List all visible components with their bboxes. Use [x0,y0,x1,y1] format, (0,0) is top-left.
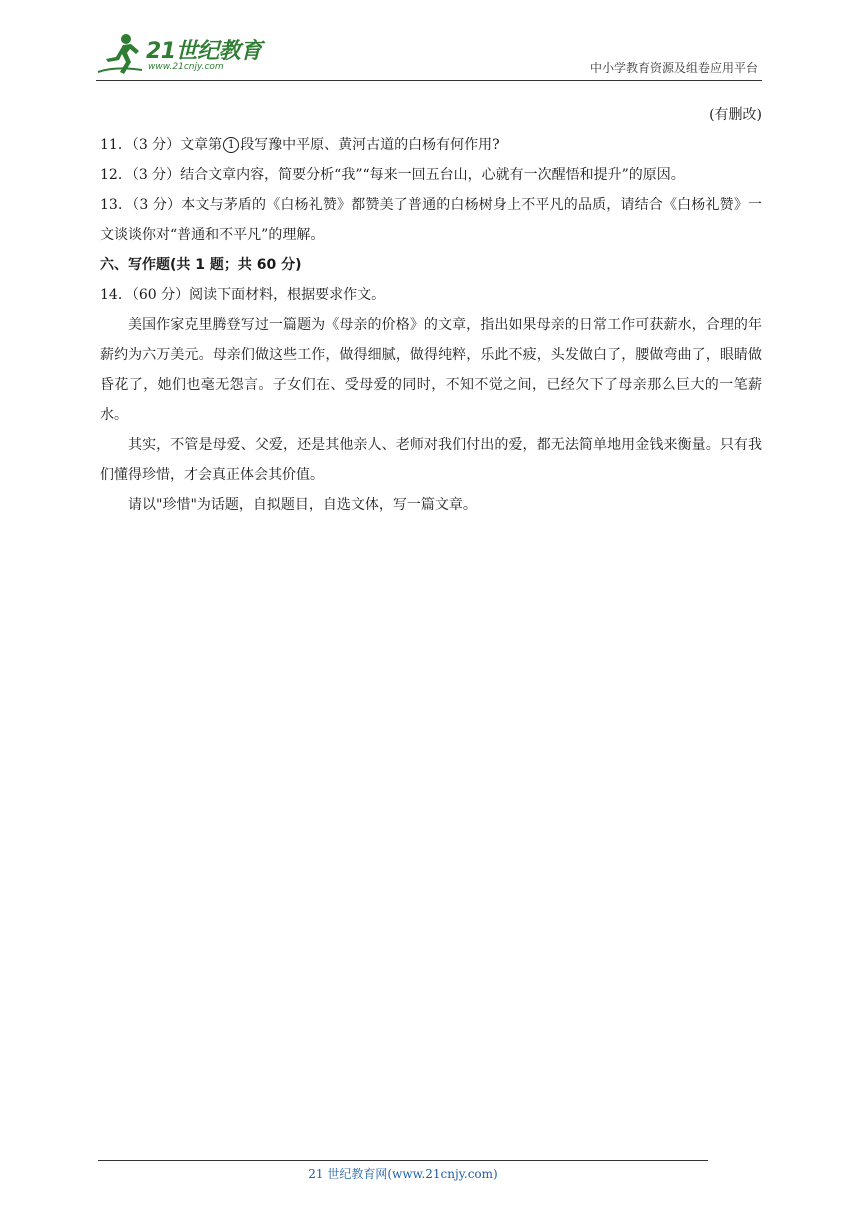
question-12 [100,160,762,190]
question-text: （3 分）结合文章内容，简要分析“我”“每来一回五台山，心就有一次醒悟和提升”的原因。 [131,167,685,183]
question-text: （3 分）本文与茅盾的《白杨礼赞》都赞美了普通的白杨树身上不平凡的品质，请结合《白杨礼赞》一文谈谈你对“普通和不平凡”的理解。 [100,197,762,243]
material-paragraph: 其实，不管是母爱、父爱，还是其他亲人、老师对我们付出的爱，都无法简单地用金钱来衡量。只有我们懂得珍惜，才会真正体会其价值。 [100,437,762,483]
question-13 [100,190,762,250]
question-text: （60 分）阅读下面材料，根据要求作文。 [131,287,386,303]
question-11 [100,130,762,160]
question-number: 13． [100,197,133,213]
document-body [100,100,762,520]
page-footer: 21 世纪教育网(www.21cnjy.com) [98,1160,708,1182]
material-paragraph: 美国作家克里腾登写过一篇题为《母亲的价格》的文章，指出如果母亲的日常工作可获薪水，合理的年薪约为六万美元。母亲们做这些工作，做得细腻，做得纯粹，乐此不疲，头发做白了，腰做弯曲了，眼睛做昏花了，她们也毫无怨言。子女们在、受母爱的同时，不知不觉之间，已经欠下了母亲那么巨大的一笔薪水。 [100,317,762,423]
question-text: 段写豫中平原、黄河古道的白杨有何作用? [240,137,500,153]
logo [96,32,266,78]
page-header [96,30,762,81]
writing-requirement: 请以"珍惜"为话题，自拟题目，自选文体，写一篇文章。 [128,497,477,513]
runner-icon [96,32,144,78]
logo-url: www.21cnjy.com [148,62,224,72]
section-title: 六、写作题(共 1 题；共 60 分) [100,257,302,273]
question-number: 12． [100,167,132,183]
question-number: 11． [100,137,132,153]
question-number: 14． [100,287,132,303]
source-note: (有删改) [709,107,762,123]
question-14 [100,280,762,310]
platform-name: 中小学教育资源及组卷应用平台 [589,61,758,75]
logo-text: 21世纪教育 [146,39,262,64]
circled-number: 1 [223,137,239,153]
question-text: （3 分）文章第 [131,137,223,153]
